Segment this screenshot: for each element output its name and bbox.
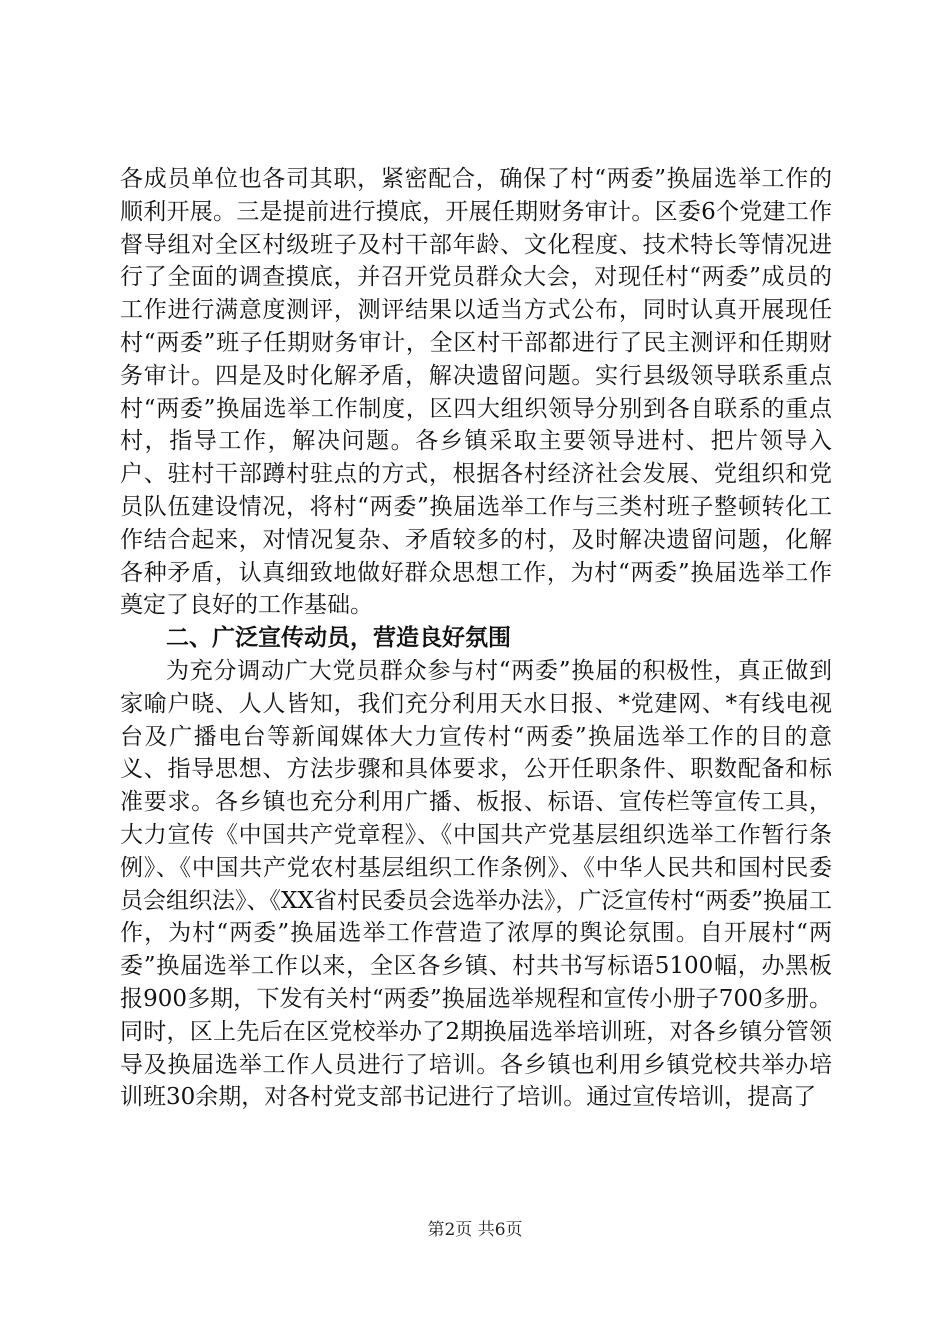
section-heading: 二、广泛宣传动员，营造良好氛围 — [166, 625, 511, 652]
body-paragraph: 为充分调动广大党员群众参与村“两委”换届的积极性，真正做到家喻户晓、人人皆知，我们充分利用天水日报、*党建网、*有线电视台及广播电台等新闻媒体大力宣传村“两委”换届选举工作的目的意义、指导思想、方法步骤和具体要求，公开任职条件、职数配备和标准要求。各乡镇也充分利用广播、板报、标语、宣传栏等宣传工具，大力宣传《中国共产党章程》、《中国共产党基层组织选举工作暂行条例》、《中国共产党农村基层组织工作条例》、《中华人民共和国村民委员会组织法》、《XX省村民委员会选举办法》，广泛宣传村“两委”换届工作，为村“两委”换届选举工作营造了浓厚的舆论氛围。自开展村“两委”换届选举工作以来，全区各乡镇、村共书写标语5100幅，办黑板报900多期，下发有关村“两委”换届选举规程和宣传小册子700多册。同时，区上先后在区党校举办了2期换届选举培训班，对各乡镇分管领导及换届选举工作人员进行了培训。各乡镇也利用乡镇党校共举办培训班30余期，对各村党支部书记进行了培训。通过宣传培训，提高了 — [120, 657, 832, 1111]
body-paragraph-continued: 各成员单位也各司其职，紧密配合，确保了村“两委”换届选举工作的顺利开展。三是提前进行摸底，开展任期财务审计。区委6个党建工作督导组对全区村级班子及村干部年龄、文化程度、技术特长等情况进行了全面的调查摸底，并召开党员群众大会，对现任村“两委”成员的工作进行满意度测评，测评结果以适当方式公布，同时认真开展现任村“两委”班子任期财务审计，全区村干部都进行了民主测评和任期财务审计。四是及时化解矛盾，解决遗留问题。实行县级领导联系重点村“两委”换届选举工作制度，区四大组织领导分别到各自联系的重点村，指导工作，解决问题。各乡镇采取主要领导进村、把片领导入户、驻村干部蹲村驻点的方式，根据各村经济社会发展、党组织和党员队伍建设情况，将村“两委”换届选举工作与三类村班子整顿转化工作结合起来，对情况复杂、矛盾较多的村，及时解决遗留问题，化解各种矛盾，认真细致地做好群众思想工作，为村“两委”换届选举工作奠定了良好的工作基础。 — [120, 166, 832, 619]
document-body — [120, 163, 832, 1114]
page-footer: 第2页 共6页 — [427, 1220, 523, 1240]
